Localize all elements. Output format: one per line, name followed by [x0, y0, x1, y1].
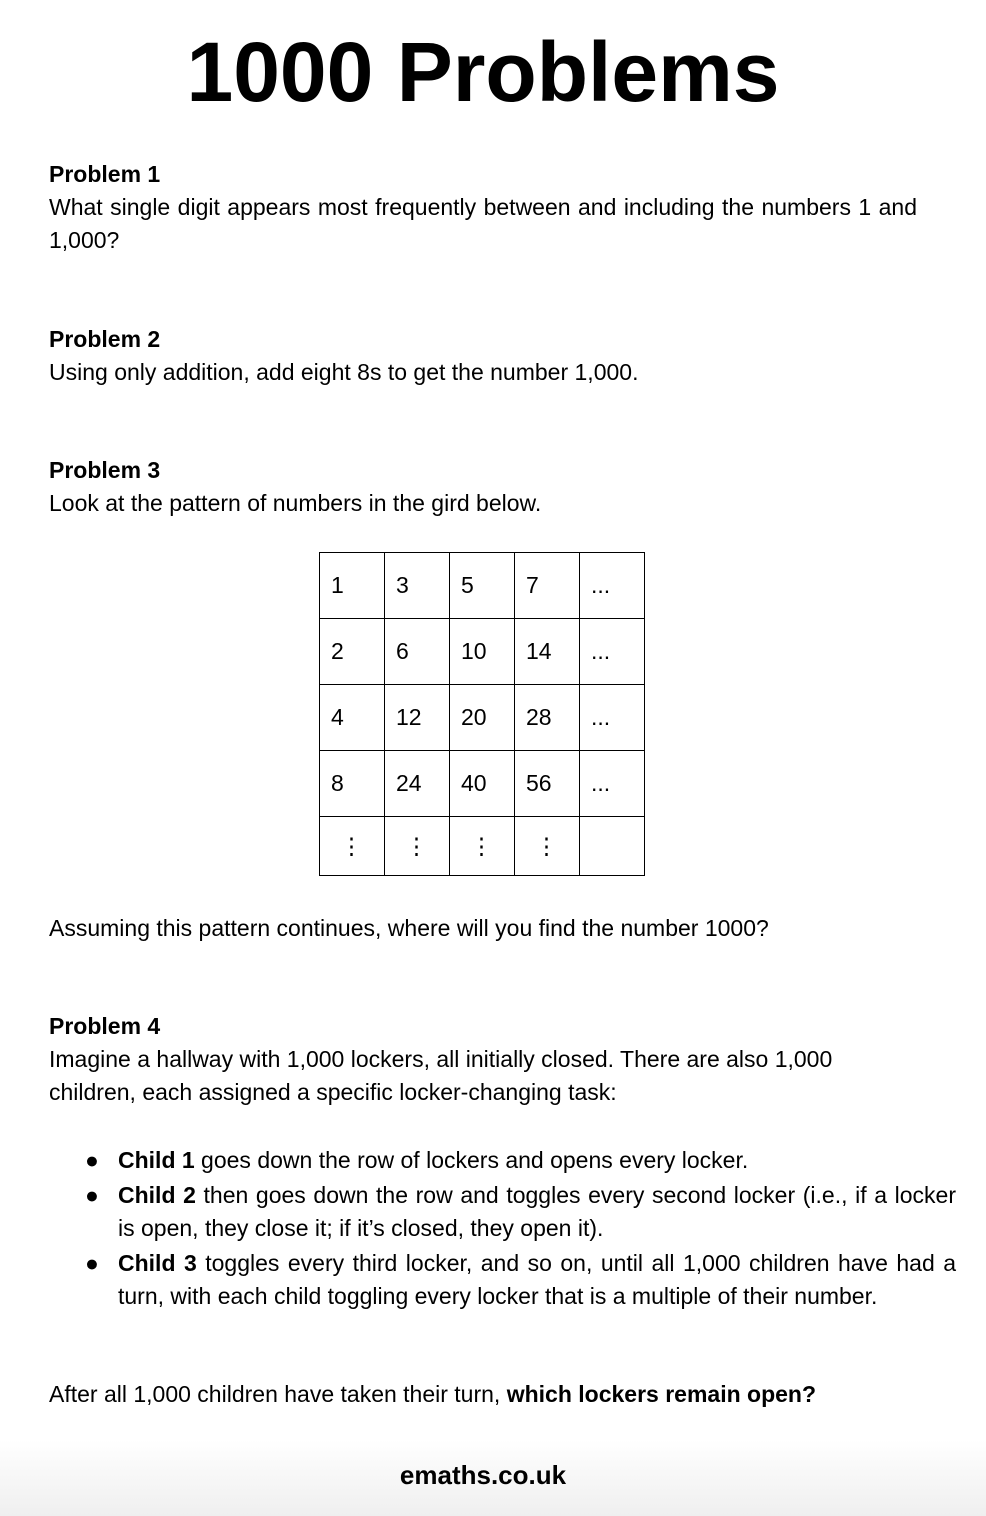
grid-cell	[580, 817, 645, 876]
list-item	[85, 1144, 956, 1177]
grid-cell: 3	[385, 553, 450, 619]
grid-cell: 24	[385, 751, 450, 817]
grid-cell: 10	[450, 619, 515, 685]
question-text: After all 1,000 children have taken their turn,	[49, 1381, 507, 1407]
question-emphasis: which lockers remain open?	[506, 1381, 817, 1407]
problem-1	[49, 158, 917, 257]
problem-3-intro: Look at the pattern of numbers in the gird below.	[49, 490, 542, 516]
grid-cell: ⋮	[385, 817, 450, 876]
grid-cell: ...	[580, 685, 645, 751]
grid-row	[320, 817, 645, 876]
rule-text: goes down the row of lockers and opens every locker.	[194, 1147, 749, 1173]
list-item	[85, 1247, 957, 1313]
grid-cell: 14	[515, 619, 580, 685]
grid-cell: ...	[580, 619, 645, 685]
grid-row	[320, 751, 645, 817]
locker-rules-list	[80, 1144, 956, 1315]
problem-1-text: What single digit appears most frequently between and including the numbers 1 and 1,000?	[49, 194, 917, 253]
rule-text: toggles every third locker, and so on, until all 1,000 children have had a turn, with each child toggling every locker that is a multiple of their number.	[118, 1250, 957, 1309]
grid-row	[320, 619, 645, 685]
grid-cell: ⋮	[320, 817, 385, 876]
number-grid	[319, 552, 645, 876]
list-item	[85, 1179, 956, 1245]
grid-cell: 4	[320, 685, 385, 751]
child-label: Child 1	[118, 1147, 195, 1173]
grid-cell: ⋮	[515, 817, 580, 876]
bullet-icon: ●	[85, 1147, 99, 1173]
problem-2	[49, 323, 917, 389]
grid-cell: ...	[580, 553, 645, 619]
grid-cell: 5	[450, 553, 515, 619]
footer-site-name: emaths.co.uk	[399, 1460, 567, 1490]
problem-3-question: Assuming this pattern continues, where will you find the number 1000?	[49, 915, 769, 941]
grid-cell: 12	[385, 685, 450, 751]
bullet-icon: ●	[85, 1182, 99, 1208]
grid-row	[320, 685, 645, 751]
problem-2-heading: Problem 2	[49, 326, 161, 352]
problem-4-heading: Problem 4	[49, 1013, 161, 1039]
grid-cell: ⋮	[450, 817, 515, 876]
grid-cell: 8	[320, 751, 385, 817]
problem-2-text: Using only addition, add eight 8s to get the number 1,000.	[49, 359, 639, 385]
grid-cell: 7	[515, 553, 580, 619]
grid-cell: 1	[320, 553, 385, 619]
grid-cell: 28	[515, 685, 580, 751]
grid-cell: 20	[450, 685, 515, 751]
problem-3-heading: Problem 3	[49, 457, 161, 483]
problem-4-intro: Imagine a hallway with 1,000 lockers, all initially closed. There are also 1,000 children, each assigned a specific locker-changing task:	[49, 1046, 833, 1105]
problem-4-question	[49, 1378, 816, 1411]
problem-4	[49, 1010, 917, 1109]
problem-1-heading: Problem 1	[49, 161, 161, 187]
rule-text: then goes down the row and toggles every second locker (i.e., if a locker is open, they close it; if it’s closed, they open it).	[118, 1182, 956, 1241]
page-title: 1000 Problems	[186, 25, 780, 119]
child-label: Child 3	[118, 1250, 197, 1276]
grid-cell: 6	[385, 619, 450, 685]
grid-cell: 40	[450, 751, 515, 817]
grid-cell: ...	[580, 751, 645, 817]
problem-3	[49, 454, 917, 520]
grid-cell: 2	[320, 619, 385, 685]
child-label: Child 2	[118, 1182, 196, 1208]
grid-row	[320, 553, 645, 619]
bullet-icon: ●	[85, 1250, 99, 1276]
grid-cell: 56	[515, 751, 580, 817]
